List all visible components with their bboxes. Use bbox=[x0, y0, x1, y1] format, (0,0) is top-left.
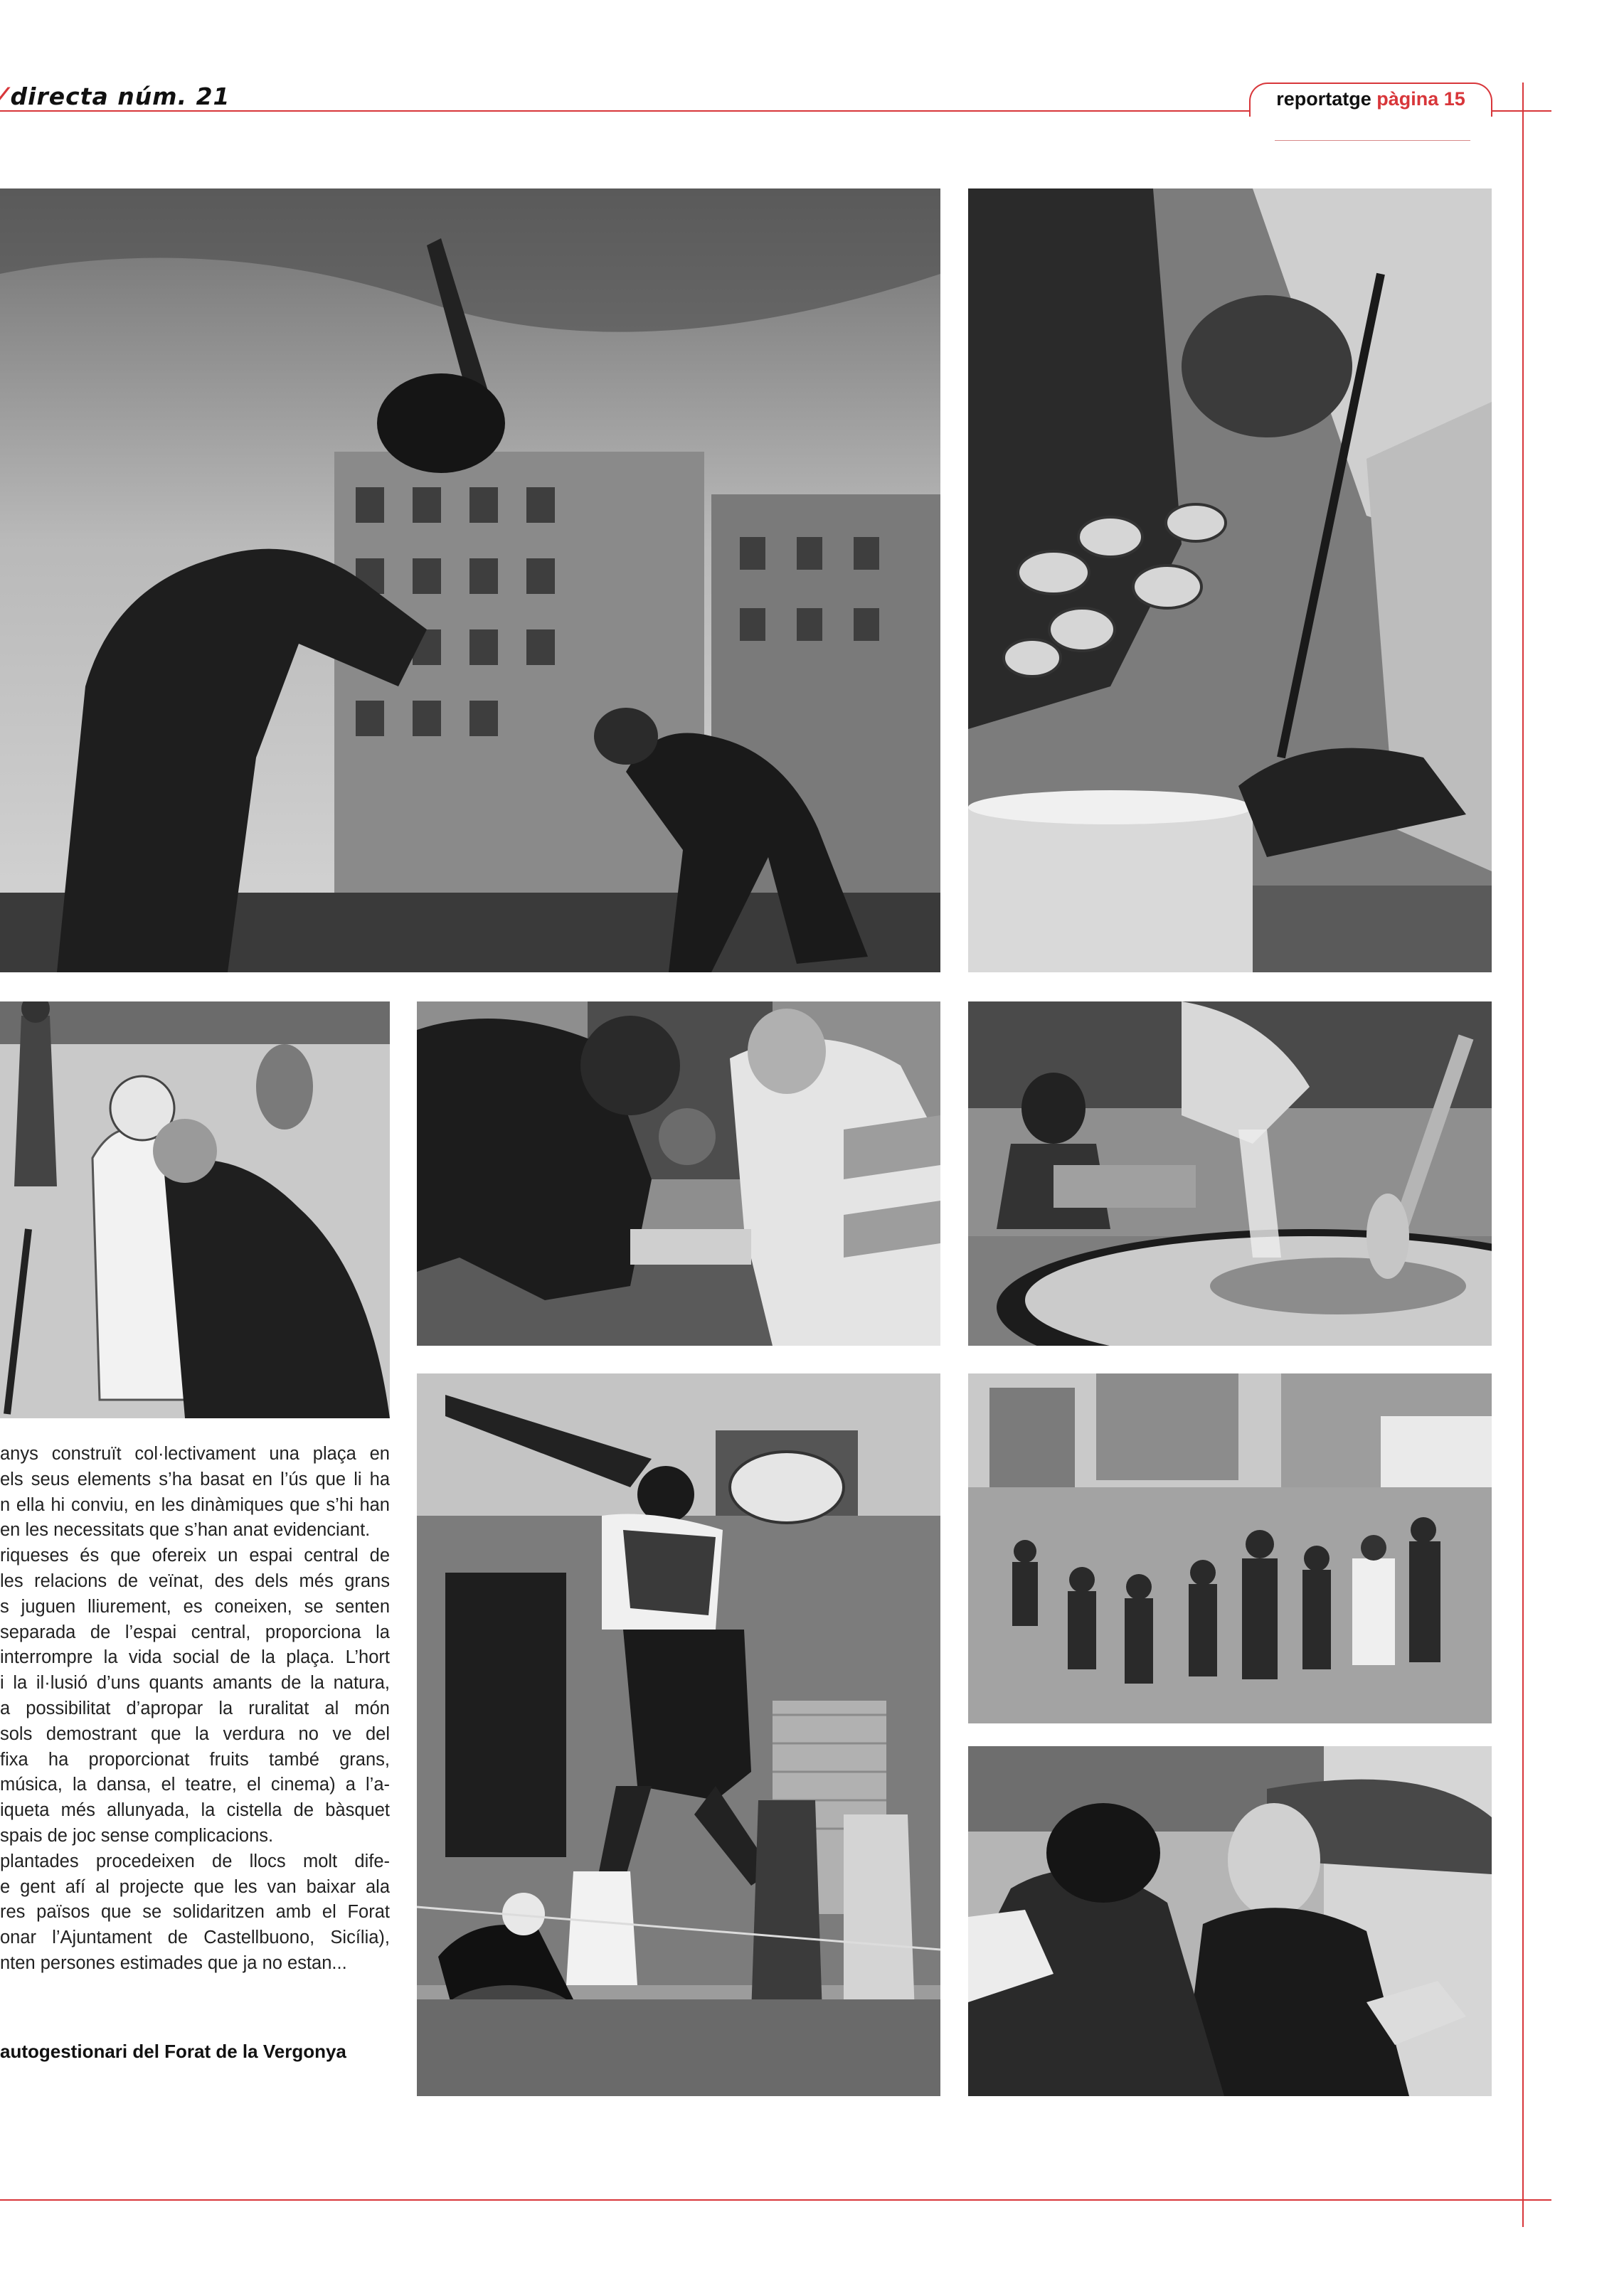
article-line: anys construït col·lectivament una plaça en bbox=[0, 1444, 390, 1464]
article-line: nten persones estimades que ja no estan... bbox=[0, 1952, 347, 1973]
article-body bbox=[0, 1442, 390, 1977]
article-line: les relacions de veïnat, des dels més grans bbox=[0, 1570, 390, 1591]
article-line: riqueses és que ofereix un espai central de bbox=[0, 1546, 390, 1566]
photo-paella bbox=[968, 1001, 1492, 1346]
article-line: sols demostrant que la verdura no ve del bbox=[0, 1723, 390, 1744]
photo-elderly-women bbox=[0, 1001, 390, 1418]
article-line: els seus elements s’ha basat en l’ús que li ha bbox=[0, 1469, 390, 1489]
article-line: separada de l’espai central, proporciona la bbox=[0, 1622, 390, 1642]
article-line: n ella hi conviu, en les dinàmiques que s’hi han bbox=[0, 1494, 390, 1515]
article-line: i la il·lusió d’uns quants amants de la natura, bbox=[0, 1673, 390, 1694]
article-line: res països que se solidaritzen amb el Forat bbox=[0, 1902, 390, 1923]
article-line: en les necessitats que s’han anat evidenciant. bbox=[0, 1520, 371, 1541]
article-line: a possibilitat d’apropar la ruralitat al món bbox=[0, 1698, 390, 1718]
article-line: música, la dansa, el teatre, el cinema) a l’a- bbox=[0, 1775, 390, 1795]
article-line: s juguen lliurement, es coneixen, se senten bbox=[0, 1596, 390, 1617]
page-number: pàgina 15 bbox=[1376, 88, 1465, 110]
photo-men-crouching bbox=[417, 1001, 940, 1346]
page-tab bbox=[1249, 83, 1492, 117]
footer-rule bbox=[0, 2199, 1551, 2201]
article-line: fixa ha proporcionat fruits també grans, bbox=[0, 1749, 390, 1770]
article-line: plantades procedeixen de llocs molt dife- bbox=[0, 1851, 390, 1871]
section-label: reportatge bbox=[1276, 88, 1371, 110]
article-line: onar l’Ajuntament de Castellbuono, Sicília), bbox=[0, 1928, 390, 1948]
header-underline bbox=[1275, 140, 1470, 141]
article-signature: autogestionari del Forat de la Vergonya bbox=[0, 2041, 346, 2062]
article-line: interrompre la vida social de la plaça. L’hort bbox=[0, 1647, 390, 1668]
photo-discussion bbox=[968, 1746, 1492, 2096]
margin-rule bbox=[1522, 83, 1524, 2227]
slash-icon: ⁄ bbox=[0, 83, 5, 110]
article-line: spais de joc sense complicacions. bbox=[0, 1825, 274, 1846]
publication-header bbox=[0, 83, 230, 110]
photo-planting bbox=[968, 188, 1492, 972]
photo-digging bbox=[0, 188, 940, 972]
article-line: e gent afí al projecte que les van baixar ala bbox=[0, 1876, 390, 1897]
photo-performer bbox=[417, 1373, 940, 2096]
publication-title: directa núm. 21 bbox=[10, 83, 230, 110]
article-line: iqueta més allunyada, la cistella de bàsquet bbox=[0, 1800, 390, 1821]
photo-crowd-police bbox=[968, 1373, 1492, 1723]
